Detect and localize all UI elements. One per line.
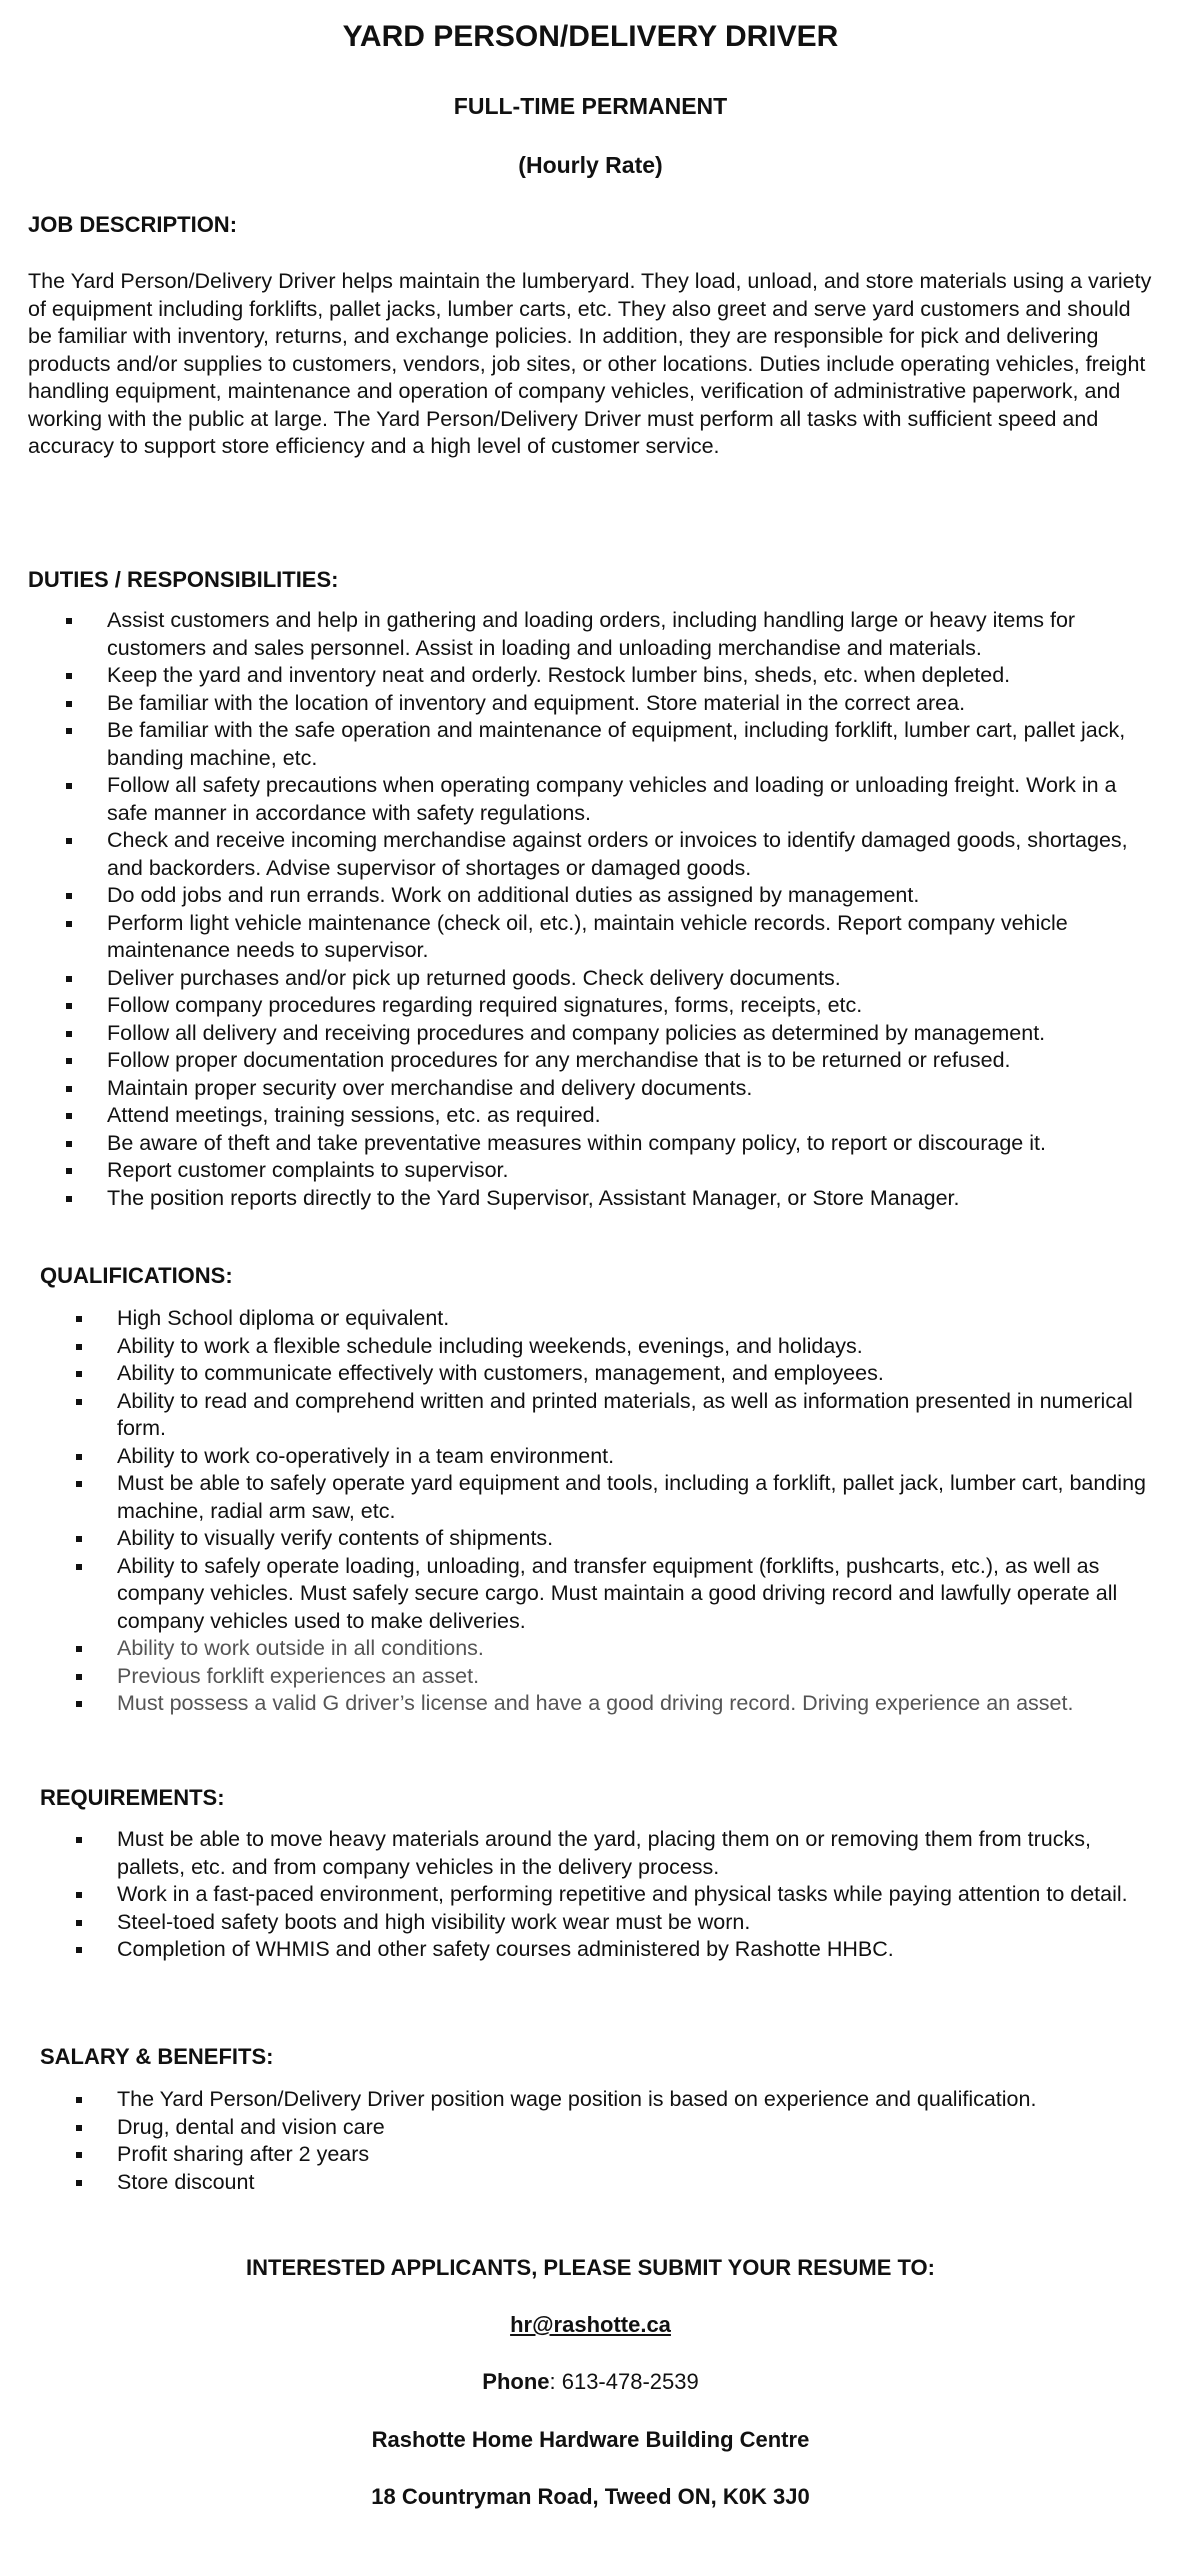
qualification-item — [117, 1388, 1157, 1443]
qualification-text: Ability to work co-operatively in a team environment. — [117, 1443, 615, 1468]
employment-type: FULL-TIME PERMANENT — [453, 93, 728, 119]
requirement-item — [117, 1936, 1157, 1964]
phone-number: : 613-478-2539 — [549, 2369, 699, 2394]
benefit-text: Drug, dental and vision care — [117, 2114, 385, 2139]
duty-text: Follow company procedures regarding required signatures, forms, receipts, etc. — [107, 993, 863, 1017]
bullet-icon — [76, 1316, 82, 1322]
bullet-icon — [76, 1646, 82, 1652]
benefit-item — [117, 2086, 1157, 2114]
bullet-icon — [76, 1481, 82, 1487]
qualification-item — [117, 1553, 1157, 1636]
duty-item — [107, 1075, 1157, 1103]
bullet-icon — [76, 2125, 82, 2131]
bullet-icon — [76, 1454, 82, 1460]
duty-text: Maintain proper security over merchandise and delivery documents. — [107, 1075, 753, 1100]
benefit-text: Store discount — [117, 2169, 255, 2194]
email-link[interactable]: hr@rashotte.ca — [510, 2312, 671, 2337]
duty-item — [107, 717, 1157, 772]
qualifications-list — [117, 1305, 1157, 1718]
bullet-icon — [76, 2152, 82, 2158]
bullet-icon — [76, 1920, 82, 1926]
duty-text: Follow all safety precautions when operating company vehicles and loading or unloading freight. Work in a safe manner in accordance with safety regulations. — [107, 773, 1117, 825]
bullet-icon — [76, 1564, 82, 1570]
duty-text: Attend meetings, training sessions, etc. as required. — [107, 1103, 601, 1127]
qualification-item — [117, 1360, 1157, 1388]
duty-item — [107, 772, 1157, 827]
bullet-icon — [66, 1168, 72, 1174]
qualification-item — [117, 1443, 1157, 1471]
duty-item — [107, 910, 1157, 965]
bullet-icon — [66, 1003, 72, 1009]
duty-item — [107, 1185, 1157, 1213]
bullet-icon — [66, 921, 72, 927]
duty-text: Be familiar with the safe operation and maintenance of equipment, including forklift, lumber cart, pallet jack, banding machine, etc. — [107, 718, 1126, 770]
benefit-text: Profit sharing after 2 years — [117, 2142, 370, 2166]
duty-item — [107, 662, 1157, 690]
pay-type: (Hourly Rate) — [518, 152, 663, 178]
duty-text: The position reports directly to the Yard Supervisor, Assistant Manager, or Store Manager. — [107, 1185, 960, 1210]
duty-item — [107, 1047, 1157, 1075]
benefit-item — [117, 2169, 1157, 2197]
qualification-item — [117, 1333, 1157, 1361]
job-description-text: The Yard Person/Delivery Driver helps maintain the lumberyard. They load, unload, and store materials using a variety of equipment including forklifts, pallet jacks, lumber carts, etc. They also greet and serve yard customers and should be familiar with inventory, returns, and exchange policies. In addition, they are responsible for pick and delivering products and/or supplies to customers, vendors, job sites, or other locations. Duties include operating vehicles, freight handling equipment, maintenance and operation of company vehicles, verification of administrative paperwork, and working with the public at large. The Yard Person/Delivery Driver must perform all tasks with sufficient speed and accuracy to support store efficiency and a high level of customer service. — [28, 269, 1152, 458]
bullet-icon — [76, 2180, 82, 2186]
company-name: Rashotte Home Hardware Building Centre — [371, 2427, 810, 2452]
bullet-icon — [66, 1196, 72, 1202]
salary-benefits-list — [117, 2086, 1157, 2196]
duty-item — [107, 607, 1157, 662]
duty-text: Do odd jobs and run errands. Work on additional duties as assigned by management. — [107, 883, 920, 907]
bullet-icon — [76, 1399, 82, 1405]
duty-item — [107, 690, 1157, 718]
duty-text: Deliver purchases and/or pick up returned goods. Check delivery documents. — [107, 965, 841, 990]
requirement-item — [117, 1826, 1157, 1881]
qualification-item — [117, 1663, 1157, 1691]
bullet-icon — [66, 728, 72, 734]
duty-text: Keep the yard and inventory neat and orderly. Restock lumber bins, sheds, etc. when depleted. — [107, 663, 1011, 687]
bullet-icon — [76, 1536, 82, 1542]
bullet-icon — [76, 2097, 82, 2103]
bullet-icon — [66, 1141, 72, 1147]
bullet-icon — [66, 783, 72, 789]
qualification-text: Must possess a valid G driver’s license and have a good driving record. Driving experience an asset. — [117, 1691, 1074, 1715]
requirements-list — [117, 1826, 1157, 1964]
bullet-icon — [66, 1113, 72, 1119]
bullet-icon — [76, 1674, 82, 1680]
job-title: YARD PERSON/DELIVERY DRIVER — [342, 20, 839, 53]
duty-text: Check and receive incoming merchandise against orders or invoices to identify damaged goods, shortages, and backorders. Advise supervisor of shortages or damaged goods. — [107, 828, 1128, 880]
qualification-item — [117, 1525, 1157, 1553]
company-address: 18 Countryman Road, Tweed ON, K0K 3J0 — [371, 2484, 810, 2509]
bullet-icon — [66, 893, 72, 899]
qualification-text: Ability to visually verify contents of shipments. — [117, 1526, 554, 1550]
qualification-text: Ability to work outside in all conditions. — [117, 1636, 484, 1660]
bullet-icon — [66, 838, 72, 844]
phone-line — [0, 2369, 1181, 2395]
duty-item — [107, 1102, 1157, 1130]
duty-text: Perform light vehicle maintenance (check oil, etc.), maintain vehicle records. Report company vehicle maintenance needs to supervisor. — [107, 910, 1068, 962]
requirement-text: Work in a fast-paced environment, performing repetitive and physical tasks while paying attention to detail. — [117, 1882, 1128, 1906]
duty-text: Report customer complaints to supervisor. — [107, 1158, 509, 1182]
qualification-text: Ability to safely operate loading, unloading, and transfer equipment (forklifts, pushcarts, etc.), as well as company vehicles. Must safely secure cargo. Must maintain a good driving record and lawfully operate all company vehicles used to make deliveries. — [117, 1553, 1118, 1633]
duty-text: Be familiar with the location of inventory and equipment. Store material in the correct area. — [107, 690, 966, 715]
bullet-icon — [66, 618, 72, 624]
bullet-icon — [76, 1947, 82, 1953]
qualification-text: Must be able to safely operate yard equipment and tools, including a forklift, pallet jack, lumber cart, banding machine, radial arm saw, etc. — [117, 1471, 1146, 1523]
bullet-icon — [66, 1031, 72, 1037]
qualification-text: Previous forklift experiences an asset. — [117, 1663, 480, 1688]
qualification-text: Ability to communicate effectively with customers, management, and employees. — [117, 1361, 884, 1385]
bullet-icon — [76, 1344, 82, 1350]
duty-item — [107, 1130, 1157, 1158]
bullet-icon — [76, 1837, 82, 1843]
requirements-heading: REQUIREMENTS: — [40, 1785, 225, 1810]
job-description-heading: JOB DESCRIPTION: — [28, 212, 238, 237]
bullet-icon — [76, 1892, 82, 1898]
qualification-text: Ability to read and comprehend written and printed materials, as well as information presented in numerical form. — [117, 1388, 1133, 1440]
qualification-text: Ability to work a flexible schedule including weekends, evenings, and holidays. — [117, 1333, 863, 1358]
duty-item — [107, 827, 1157, 882]
bullet-icon — [76, 1371, 82, 1377]
requirement-text: Must be able to move heavy materials around the yard, placing them on or removing them from trucks, pallets, etc. and from company vehicles in the delivery process. — [117, 1827, 1091, 1879]
duties-heading: DUTIES / RESPONSIBILITIES: — [28, 567, 339, 592]
qualifications-heading: QUALIFICATIONS: — [40, 1263, 233, 1288]
requirement-text: Steel-toed safety boots and high visibility work wear must be worn. — [117, 1909, 751, 1934]
benefit-item — [117, 2114, 1157, 2142]
salary-benefits-heading: SALARY & BENEFITS: — [40, 2044, 274, 2069]
duty-item — [107, 965, 1157, 993]
duty-text: Follow proper documentation procedures for any merchandise that is to be returned or refused. — [107, 1048, 1011, 1072]
benefit-text: The Yard Person/Delivery Driver position wage position is based on experience and qualification. — [117, 2087, 1037, 2111]
bullet-icon — [76, 1701, 82, 1707]
bullet-icon — [66, 1058, 72, 1064]
apply-heading: INTERESTED APPLICANTS, PLEASE SUBMIT YOUR RESUME TO: — [246, 2255, 935, 2280]
qualification-item — [117, 1470, 1157, 1525]
requirement-text: Completion of WHMIS and other safety courses administered by Rashotte HHBC. — [117, 1937, 894, 1961]
qualification-item — [117, 1635, 1157, 1663]
qualification-item — [117, 1305, 1157, 1333]
requirement-item — [117, 1881, 1157, 1909]
duty-item — [107, 1020, 1157, 1048]
duties-list — [107, 607, 1157, 1212]
phone-label: Phone — [482, 2369, 550, 2394]
duty-text: Assist customers and help in gathering and loading orders, including handling large or heavy items for customers and sales personnel. Assist in loading and unloading merchandise and materials. — [107, 608, 1076, 660]
duty-item — [107, 882, 1157, 910]
bullet-icon — [66, 976, 72, 982]
bullet-icon — [66, 701, 72, 707]
qualification-item — [117, 1690, 1157, 1718]
benefit-item — [117, 2141, 1157, 2169]
qualification-text: High School diploma or equivalent. — [117, 1306, 450, 1330]
duty-item — [107, 1157, 1157, 1185]
bullet-icon — [66, 1086, 72, 1092]
requirement-item — [117, 1909, 1157, 1937]
duty-text: Be aware of theft and take preventative measures within company policy, to report or discourage it. — [107, 1130, 1046, 1155]
duty-item — [107, 992, 1157, 1020]
bullet-icon — [66, 673, 72, 679]
duty-text: Follow all delivery and receiving procedures and company policies as determined by management. — [107, 1020, 1046, 1045]
